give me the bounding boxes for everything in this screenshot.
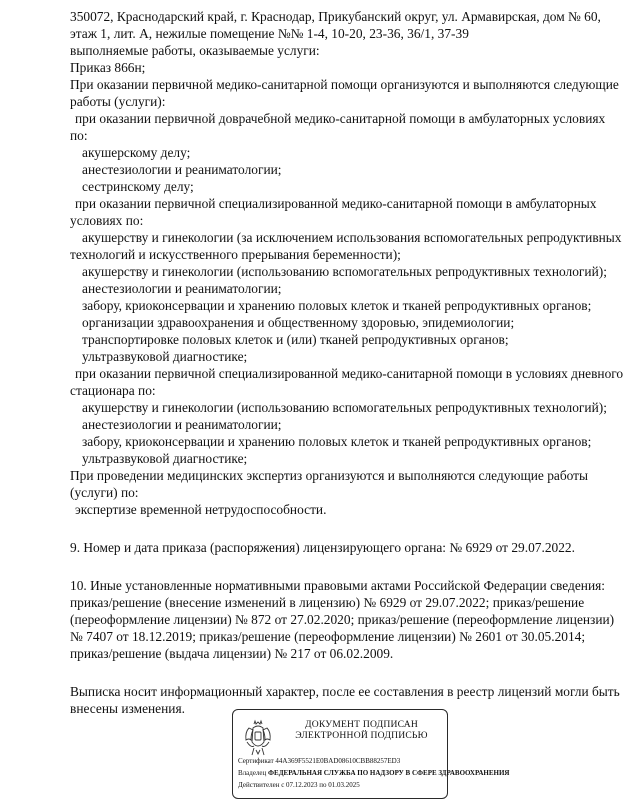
text-line: этаж 1, лит. А, нежилые помещение №№ 1-4, 10-20, 23-36, 36/1, 37-39: [70, 26, 469, 41]
text-line: транспортировке половых клеток и (или) тканей репродуктивных органов;: [82, 332, 509, 347]
text-line: приказ/решение (внесение изменений в лицензию) № 6929 от 29.07.2022; приказ/решение: [70, 595, 585, 610]
e-signature-stamp: [232, 709, 510, 799]
stamp-owner-row: [238, 769, 509, 778]
text-line: акушерству и гинекологии (использованию вспомогательных репродуктивных технологий);: [82, 400, 607, 415]
text-line: приказ/решение (выдача лицензии) № 217 от 06.02.2009.: [70, 646, 394, 661]
text-line: акушерскому делу;: [82, 145, 191, 160]
text-line: При оказании первичной медико-санитарной помощи организуются и выполняются следующие: [70, 77, 619, 92]
text-line: при оказании первичной специализированной медико-санитарной помощи в условиях дневного: [75, 366, 624, 381]
text-line: 10. Иные установленные нормативными правовыми актами Российской Федерации сведения:: [70, 578, 605, 593]
text-line: (услуги) по:: [70, 485, 139, 500]
stamp-validity: Действителен с 07.12.2023 по 01.03.2025: [238, 781, 360, 789]
text-line: (переоформление лицензии) № 872 от 27.02.2020; приказ/решение (переоформление лицензии): [70, 612, 615, 627]
text-line: акушерству и гинекологии (за исключением использования вспомогательных репродуктивных: [82, 230, 622, 245]
text-line: экспертизе временной нетрудоспособности.: [75, 502, 327, 517]
text-line: забору, криоконсервации и хранению половых клеток и тканей репродуктивных органов;: [82, 434, 592, 449]
text-line: 9. Номер и дата приказа (распоряжения) лицензирующего органа: № 6929 от 29.07.2022.: [70, 540, 575, 555]
text-line: стационара по:: [70, 383, 156, 398]
text-line: анестезиологии и реаниматологии;: [82, 281, 282, 296]
text-line: забору, криоконсервации и хранению половых клеток и тканей репродуктивных органов;: [82, 298, 592, 313]
text-line: ультразвуковой диагностике;: [82, 451, 248, 466]
text-line: работы (услуги):: [70, 94, 166, 109]
text-line: выполняемые работы, оказываемые услуги:: [70, 43, 320, 58]
text-line: Выписка носит информационный характер, после ее составления в реестр лицензий могли быть: [70, 684, 620, 699]
coat-of-arms-icon: [243, 718, 273, 758]
stamp-title-line2: ЭЛЕКТРОННОЙ ПОДПИСЬЮ: [295, 730, 428, 741]
text-line: внесены изменения.: [70, 701, 185, 716]
text-line: При проведении медицинских экспертиз организуются и выполняются следующие работы: [70, 468, 589, 483]
text-line: по:: [70, 128, 88, 143]
stamp-owner-label: Владелец: [238, 769, 267, 777]
text-line: сестринскому делу;: [82, 179, 194, 194]
stamp-owner: ФЕДЕРАЛЬНАЯ СЛУЖБА ПО НАДЗОРУ В СФЕРЕ ЗДРАВООХРАНЕНИЯ: [268, 769, 510, 777]
text-line: анестезиологии и реаниматологии;: [82, 417, 282, 432]
text-line: условиях по:: [70, 213, 144, 228]
text-line: анестезиологии и реаниматологии;: [82, 162, 282, 177]
stamp-certificate: Сертификат 44A369F5521E0BAD08610CBB88257ED3: [238, 757, 401, 765]
text-line: № 7407 от 18.12.2019; приказ/решение (переоформление лицензии) № 2601 от 30.05.2014;: [70, 629, 586, 644]
text-line: Приказ 866н;: [70, 60, 146, 75]
text-line: организации здравоохранения и общественному здоровью, эпидемиологии;: [82, 315, 515, 330]
text-line: технологий и искусственного прерывания беременности);: [70, 247, 401, 262]
text-line: акушерству и гинекологии (использованию вспомогательных репродуктивных технологий);: [82, 264, 607, 279]
text-line: ультразвуковой диагностике;: [82, 349, 248, 364]
text-line: 350072, Краснодарский край, г. Краснодар, Прикубанский округ, ул. Армавирская, дом № 60,: [70, 9, 601, 24]
text-line: при оказании первичной доврачебной медико-санитарной помощи в амбулаторных условиях: [75, 111, 606, 126]
stamp-title-line1: ДОКУМЕНТ ПОДПИСАН: [304, 719, 418, 730]
text-line: при оказании первичной специализированной медико-санитарной помощи в амбулаторных: [75, 196, 597, 211]
